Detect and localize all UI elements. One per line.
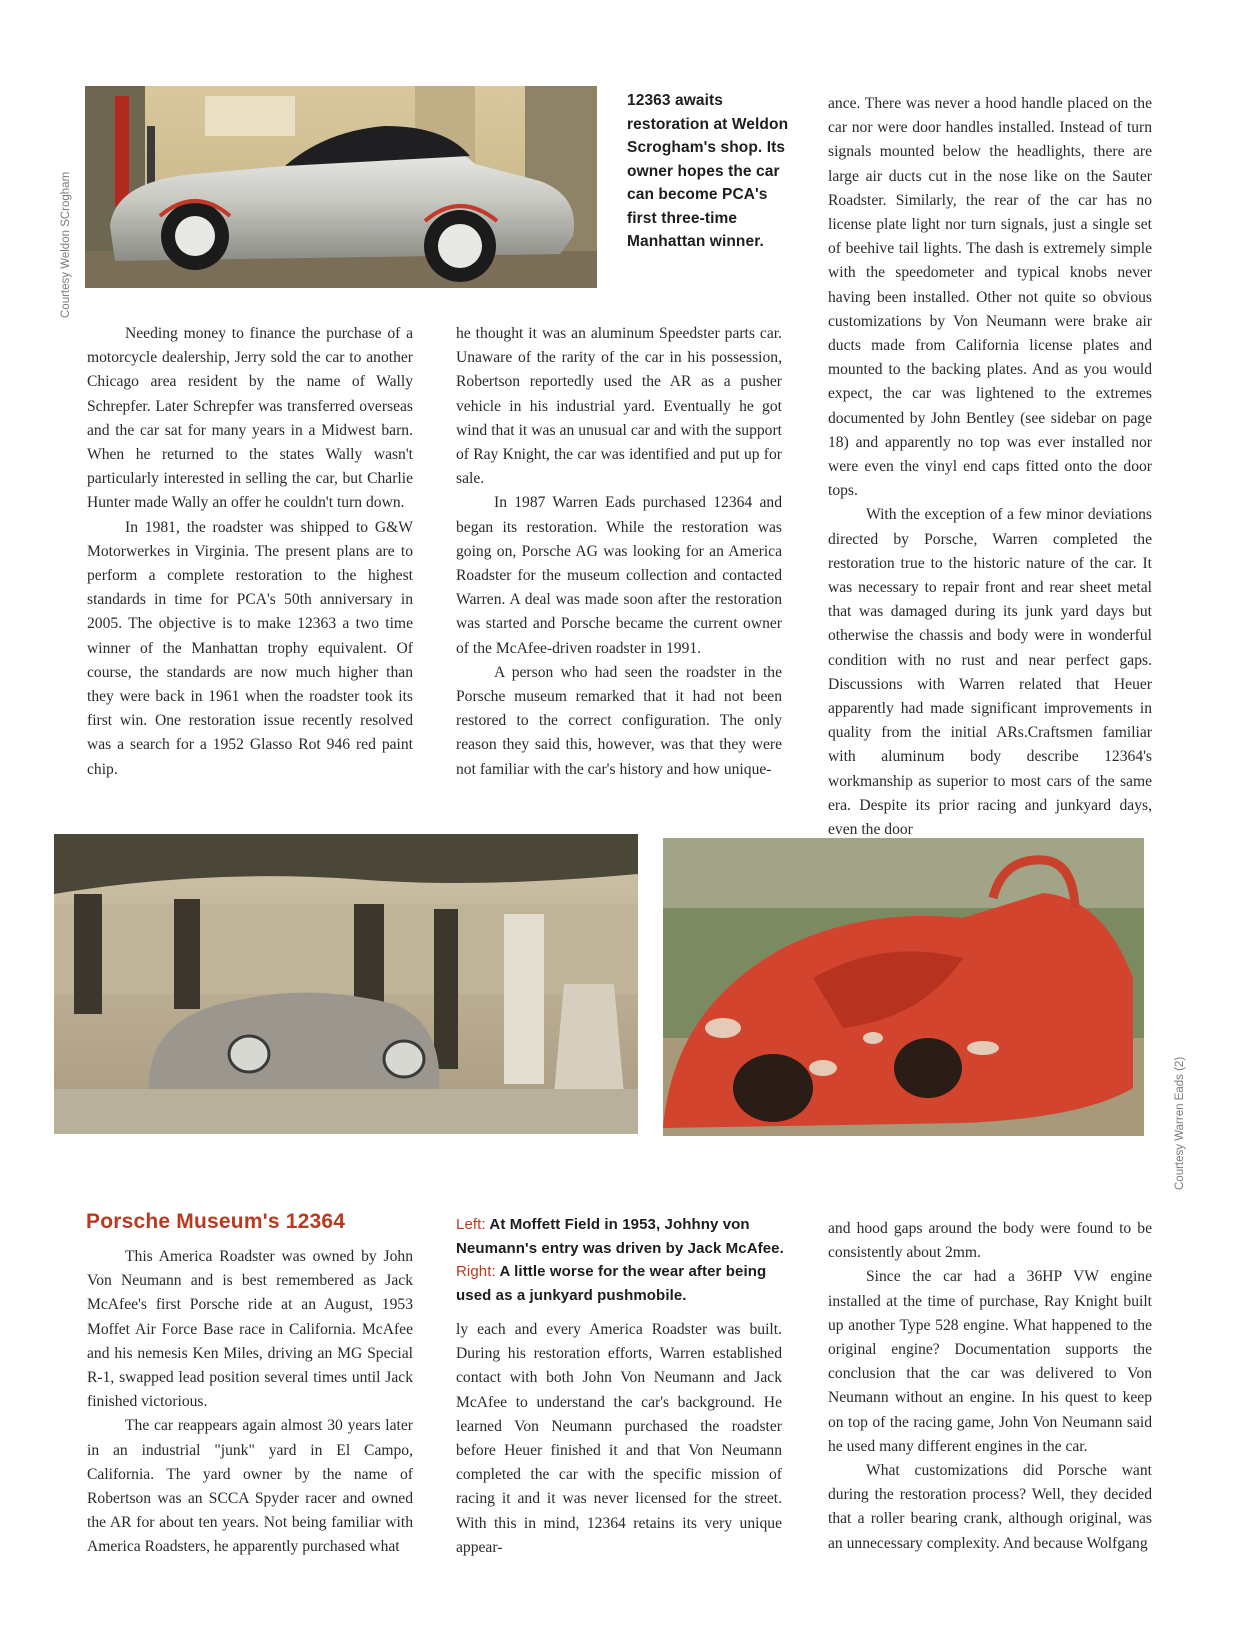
sidebar-heading: Porsche Museum's 12364	[86, 1210, 346, 1233]
race-paddock-photo	[54, 834, 638, 1134]
upper-column-3	[828, 92, 1152, 842]
paragraph: he thought it was an aluminum Speedster parts car. Unaware of the rarity of the car in his possession, Robertson reportedly used the AR as a pusher vehicle in his industrial yard. Eventually he got wind that it was an unusual car and with the support of Ray Knight, the car was identified and put up for sale.	[456, 325, 782, 488]
upper-column-1	[87, 322, 413, 782]
caption-left-label: Left:	[456, 1216, 486, 1233]
photo-credit-bottom-right: Courtesy Warren Eads (2)	[1174, 1056, 1186, 1190]
paragraph: A person who had seen the roadster in the Porsche museum remarked that it had not been restored to the correct configuration. The only reason they said this, however, was that they were not familiar with the car's history and how unique-	[456, 663, 782, 778]
paragraph: The car reappears again almost 30 years later in an industrial "junk" yard in El Campo, California. The yard owner by the name of Robertson was an SCCA Spyder racer and owned the AR for about ten years. Not being familiar with America Roadsters, he apparently purchased what	[87, 1417, 413, 1556]
caption-left-text: At Moffett Field in 1953, Johhny von Neumann's entry was driven by Jack McAfee.	[456, 1216, 784, 1257]
paragraph: and hood gaps around the body were found to be consistently about 2mm.	[828, 1220, 1152, 1262]
paragraph: ly each and every America Roadster was built. During his restoration efforts, Warren established contact with both John Von Neumann and Jack McAfee to understand the car's background. He learned Von Neumann purchased the roadster before Heuer finished it and that Von Neumann completed the car with the specific mission of racing it and it was never licensed for the street. With this in mind, 12364 retains its very unique appear-	[456, 1321, 782, 1556]
silver-roadster-photo	[85, 86, 597, 288]
paragraph: Since the car had a 36HP VW engine installed at the time of purchase, Ray Knight built up another Type 528 engine. What happened to the original engine? Documentation supports the conclusion that the car was delivered to Von Neumann without an engine. In his quest to keep on top of the racing game, John Von Neumann said he used many different engines in the car.	[828, 1268, 1152, 1455]
paragraph: This America Roadster was owned by John Von Neumann and is best remembered as Jack McAfee's first Porsche ride at an August, 1953 Moffet Air Force Base race in California. McAfee and his nemesis Ken Miles, driving an MG Special R-1, swapped lead position several times until Jack finished victorious.	[87, 1248, 413, 1411]
paragraph: ance. There was never a hood handle placed on the car nor were door handles installed. Instead of turn signals mounted below the headlights, there are large air ducts cut in the nose like on the Sauter Roadster. Similarly, the rear of the car has no license plate light nor turn signals, just a single set of beehive tail lights. The dash is extremely simple with the speedometer and typical knobs never having been installed. Other not quite so obvious customizations by Von Neumann were brake air ducts made from California license plates and mounted to the backing plates. And as you would expect, the car was lightened to the extremes documented by John Bentley (see sidebar on page 18) and apparently no top was ever installed nor were even the vinyl end caps fitted onto the door tops.	[828, 95, 1152, 500]
upper-column-2	[456, 322, 782, 782]
junkyard-roadster-photo	[663, 838, 1144, 1136]
paragraph: In 1987 Warren Eads purchased 12364 and began its restoration. While the restoration was going on, Porsche AG was looking for an America Roadster for the museum collection and contacted Warren. A deal was made soon after the restoration was started and Porsche became the current owner of the McAfee-driven roadster in 1991.	[456, 494, 782, 657]
caption-right-text: A little worse for the wear after being used as a junkyard pushmobile.	[456, 1263, 767, 1304]
lower-column-1	[87, 1245, 413, 1560]
top-photo-caption: 12363 awaits restoration at Weldon Scrogham's shop. Its owner hopes the car can become PCA's first three-time Manhattan winner.	[627, 92, 789, 250]
paragraph: Needing money to finance the purchase of a motorcycle dealership, Jerry sold the car to another Chicago area resident by the name of Wally Schrepfer. Later Schrepfer was transferred overseas and the car sat for many years in a Midwest barn. When he returned to the states Wally wasn't particularly interested in selling the car, but Charlie Hunter made Wally an offer he couldn't turn down.	[87, 325, 413, 512]
lower-column-3	[828, 1217, 1152, 1556]
paragraph: In 1981, the roadster was shipped to G&W Motorwerkes in Virginia. The present plans are to perform a complete restoration to the highest standards in time for PCA's 50th anniversary in 2005. The objective is to make 12363 a two time winner of the Manhattan trophy equivalent. Of course, the standards are now much higher than they were back in 1961 when the roadster took its first win. One restoration issue recently resolved was a search for a 1952 Glasso Rot 946 red paint chip.	[87, 518, 413, 778]
paragraph: What customizations did Porsche want during the restoration process? Well, they decided that a roller bearing crank, although original, was an unnecessary complexity. And because Wolfgang	[828, 1462, 1152, 1552]
photo-credit-top: Courtesy Weldon SCrogham	[60, 171, 72, 318]
lower-column-2	[456, 1318, 782, 1560]
caption-right-label: Right:	[456, 1263, 496, 1280]
paragraph: With the exception of a few minor deviations directed by Porsche, Warren completed the restoration true to the historic nature of the car. It was necessary to repair front and rear sheet metal that was damaged during its junk yard days but otherwise the chassis and body were in wonderful condition with no rust and near perfect gaps. Discussions with Warren related that Heuer apparently had made significant improvements in quality from the initial ARs.Craftsmen familiar with aluminum body describe 12364's workmanship as superior to most cars of the same era. Despite its prior racing and junkyard days, even the door	[828, 506, 1152, 839]
bottom-photos-caption	[456, 1213, 796, 1307]
